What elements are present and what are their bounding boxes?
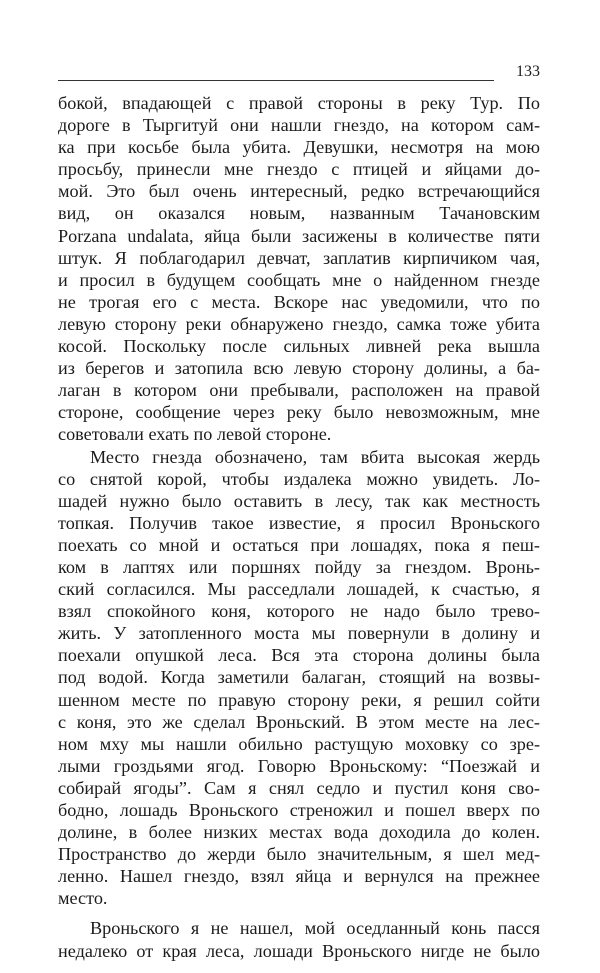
text-line: мой. Это был очень интересный, редко встречающийся	[58, 181, 540, 202]
text-line: ком в лаптях или поршнях пойду за гнездом. Вронь-	[58, 556, 540, 577]
text-line: штук. Я поблагодарил девчат, заплатив кирпичиком чая,	[58, 247, 540, 268]
text-line: ка при косьбе была убита. Девушки, несмотря на мою	[58, 137, 540, 158]
text-line: советовали ехать по левой стороне.	[58, 424, 332, 445]
text-line: под водой. Когда заметили балаган, стоящий на возвы-	[58, 667, 540, 688]
text-line: топкая. Получив такое известие, я просил Вроньского	[58, 512, 540, 533]
paragraph-gap	[58, 909, 540, 917]
text-line: Пространство до жерди было значительным, я шел мед-	[58, 844, 540, 865]
text-body	[58, 92, 540, 962]
text-line: со снятой корой, чтобы издалека можно увидеть. Ло-	[58, 468, 540, 489]
paragraph-1	[58, 92, 540, 446]
text-line: жить. У затопленного моста мы повернули в долину и	[58, 623, 540, 644]
text-line: место.	[58, 888, 108, 909]
text-line: Porzana undalata, яйца были засижены в количестве пяти	[58, 225, 540, 246]
text-line: поехали опушкой леса. Вся эта сторона долины была	[58, 645, 540, 666]
page-header	[58, 62, 540, 82]
text-line: и просил в будущем сообщать мне о найденном гнезде	[58, 269, 540, 290]
text-line: стороне, сообщение через реку было невозможным, мне	[58, 402, 540, 423]
text-line: Место гнезда обозначено, там вбита высокая жердь	[90, 446, 540, 467]
text-line: из берегов и затопила всю левую сторону долины, а ба-	[58, 358, 540, 379]
text-line: шадей нужно было оставить в лесу, так как местность	[58, 490, 540, 511]
text-line: бокой, впадающей с правой стороны в реку Тур. По	[58, 93, 540, 113]
header-rule	[58, 80, 494, 81]
text-line: поехать со мной и остаться при лошадях, пока я пеш-	[58, 534, 540, 555]
text-line: шенном месте по правую сторону реки, я решил сойти	[58, 689, 540, 710]
text-line: лыми гроздьями ягод. Говорю Вроньскому: “Поезжай и	[58, 755, 540, 776]
text-line: взял спокойного коня, которого не надо было трево-	[58, 601, 540, 622]
paragraph-2	[58, 446, 540, 910]
text-line: недалеко от края леса, лошади Вроньского нигде не было	[58, 940, 540, 961]
text-line: долине, в более низких местах вода доходила до колен.	[58, 822, 540, 843]
text-line: ский согласился. Мы расседлали лошадей, к счастью, я	[58, 579, 540, 600]
text-line: не трогая его с места. Вскоре нас уведомили, что по	[58, 291, 540, 312]
text-line: дороге в Тыргитуй они нашли гнездо, на котором сам-	[58, 115, 540, 136]
text-line: вид, он оказался новым, названным Тачановским	[58, 203, 540, 224]
text-line: косой. Поскольку после сильных ливней река вышла	[58, 336, 540, 357]
text-line: Вроньского я не нашел, мой оседланный конь пасся	[90, 918, 540, 939]
text-line: левую сторону реки обнаружено гнездо, самка тоже убита	[58, 313, 540, 334]
page-number: 133	[516, 63, 540, 80]
text-line: бодно, лошадь Вроньского стреножил и пошел вверх по	[58, 800, 540, 820]
paragraph-3	[58, 917, 540, 961]
text-line: просьбу, принесли мне гнездо с птицей и яйцами до-	[58, 159, 540, 180]
text-line: собирай ягоды”. Сам я снял седло и пустил коня сво-	[58, 777, 540, 798]
text-line: лаган в котором они пребывали, расположен на правой	[58, 380, 540, 401]
text-line: с коня, это же сделал Вроньский. В этом месте на лес-	[58, 711, 540, 732]
text-line: ном мху мы нашли обильно растущую моховку со зре-	[58, 733, 540, 754]
text-line: ленно. Нашел гнездо, взял яйца и вернулся на прежнее	[58, 866, 540, 887]
